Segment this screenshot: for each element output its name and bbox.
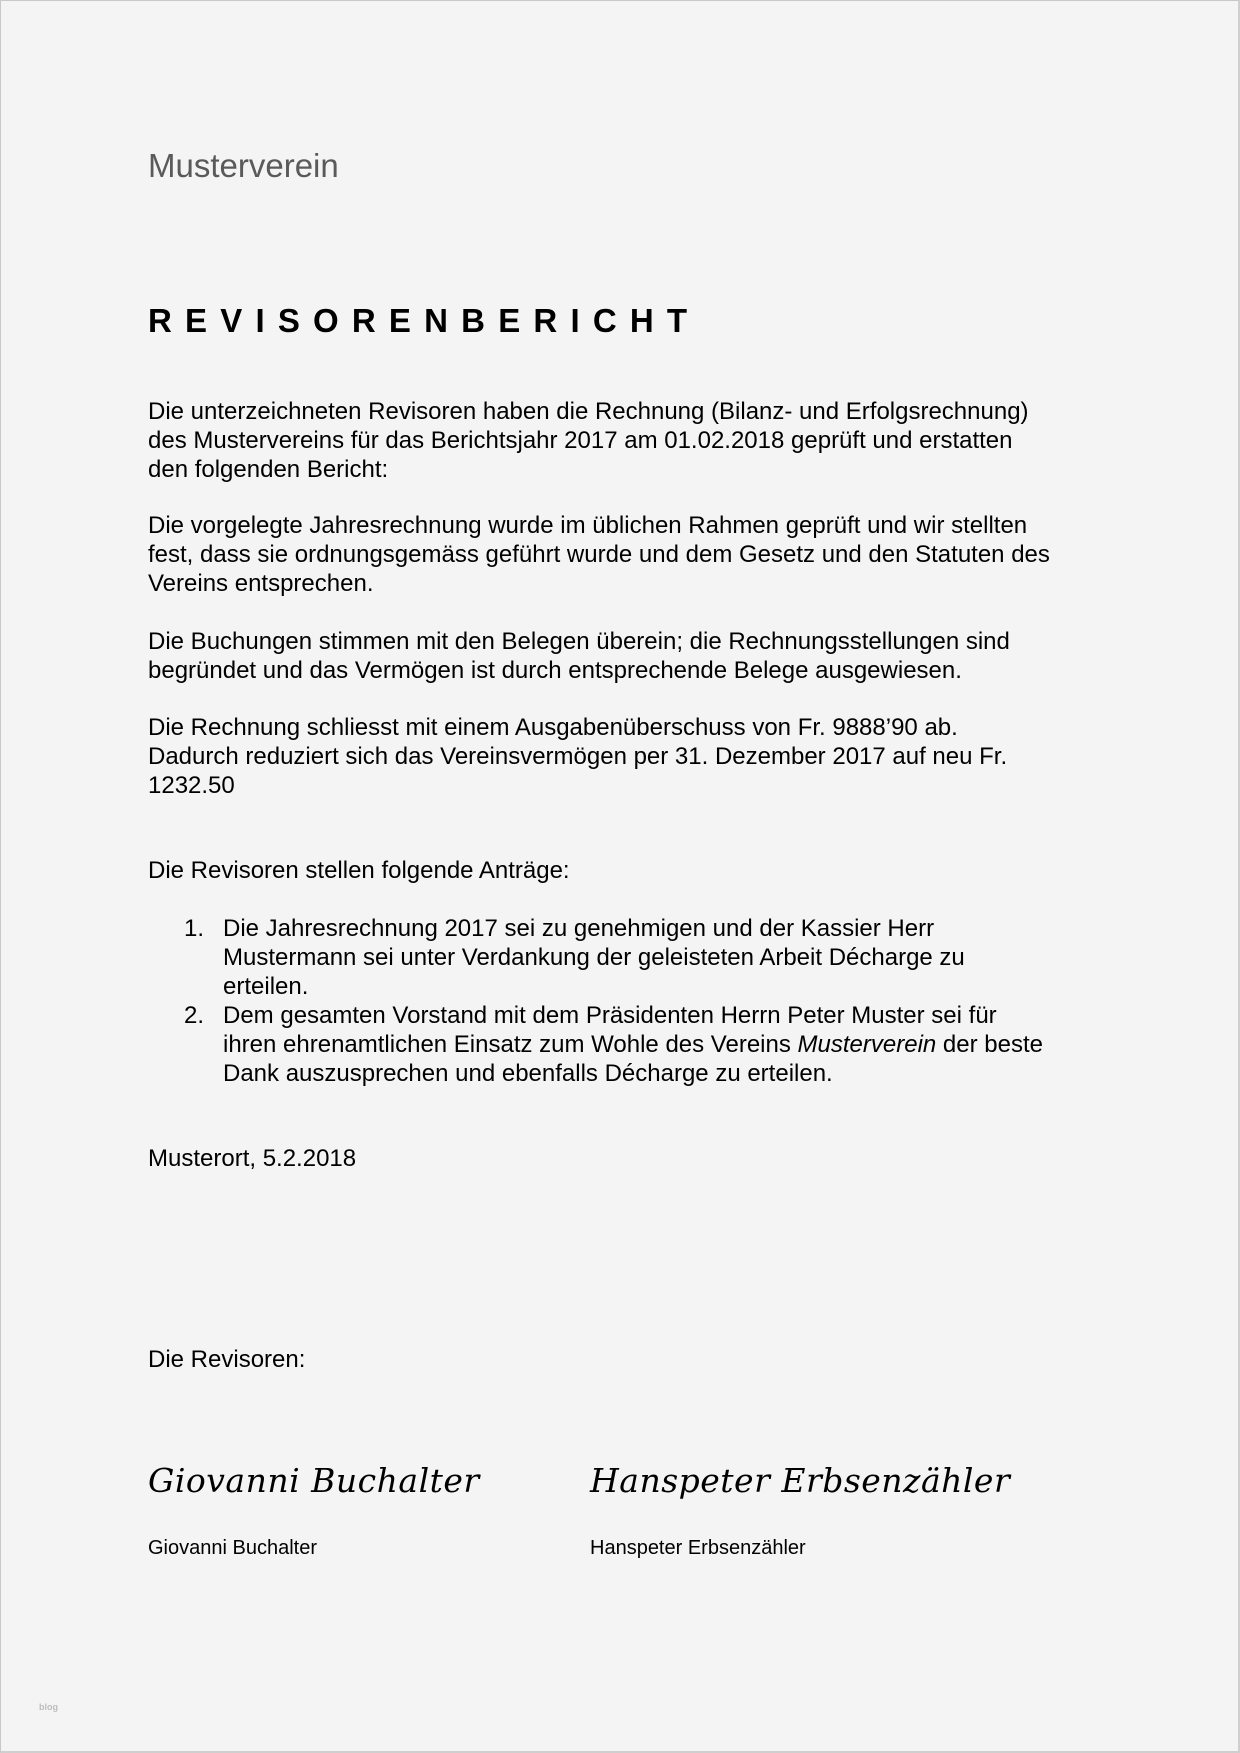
motions-intro: Die Revisoren stellen folgende Anträge: — [148, 857, 570, 884]
text-line: des Mustervereins für das Berichtsjahr 2017 am 01.02.2018 geprüft und erstatten — [148, 427, 1013, 454]
list-item-line: Dank auszusprechen und ebenfalls Décharge zu erteilen. — [223, 1060, 833, 1087]
list-number: 2. — [184, 1002, 205, 1029]
paragraph-audit — [148, 511, 1050, 598]
list-item-line: erteilen. — [223, 973, 309, 1000]
emphasis-text: Musterverein — [797, 1031, 937, 1058]
list-number: 1. — [184, 915, 205, 942]
paragraph-result — [148, 713, 1007, 800]
text-span: der beste — [936, 1031, 1043, 1058]
text-line: 1232.50 — [148, 772, 235, 799]
text-line: begründet und das Vermögen ist durch entsprechende Belege ausgewiesen. — [148, 657, 962, 684]
place-date: Musterort, 5.2.2018 — [148, 1145, 357, 1172]
text-line: Die Rechnung schliesst mit einem Ausgabenüberschuss von Fr. 9888’90 ab. — [148, 714, 958, 741]
signatory-name-1: Giovanni Buchalter — [148, 1537, 317, 1559]
text-line: Dadurch reduziert sich das Vereinsvermögen per 31. Dezember 2017 auf neu Fr. — [148, 743, 1008, 770]
organization-name: Musterverein — [148, 147, 339, 184]
paragraph-bookings — [148, 627, 1010, 685]
list-item-line: Die Jahresrechnung 2017 sei zu genehmigen und der Kassier Herr — [223, 915, 935, 942]
text-line: Die Buchungen stimmen mit den Belegen überein; die Rechnungsstellungen sind — [148, 628, 1010, 655]
text-span: ihren ehrenamtlichen Einsatz zum Wohle des Vereins — [223, 1031, 798, 1058]
text-line: fest, dass sie ordnungsgemäss geführt wurde und dem Gesetz und den Statuten des — [148, 541, 1050, 568]
text-line: den folgenden Bericht: — [148, 456, 389, 483]
list-item-line — [223, 1030, 1043, 1059]
text-line: Die vorgelegte Jahresrechnung wurde im üblichen Rahmen geprüft und wir stellten — [148, 512, 1028, 539]
list-item-line: Dem gesamten Vorstand mit dem Präsidenten Herrn Peter Muster sei für — [223, 1002, 997, 1029]
motions-list — [0, 914, 1240, 1088]
signatory-name-2: Hanspeter Erbsenzähler — [590, 1537, 806, 1559]
list-item-line: Mustermann sei unter Verdankung der geleisteten Arbeit Décharge zu — [223, 944, 965, 971]
signatories-label: Die Revisoren: — [148, 1346, 306, 1373]
text-line: Die unterzeichneten Revisoren haben die Rechnung (Bilanz- und Erfolgsrechnung) — [148, 398, 1029, 425]
paragraph-intro — [148, 397, 1029, 484]
watermark: blog — [39, 1702, 58, 1712]
signature-1: Giovanni Buchalter — [148, 1461, 480, 1500]
signature-2: Hanspeter Erbsenzähler — [590, 1461, 1011, 1500]
text-line: Vereins entsprechen. — [148, 570, 374, 597]
document-title: REVISORENBERICHT — [148, 302, 701, 339]
